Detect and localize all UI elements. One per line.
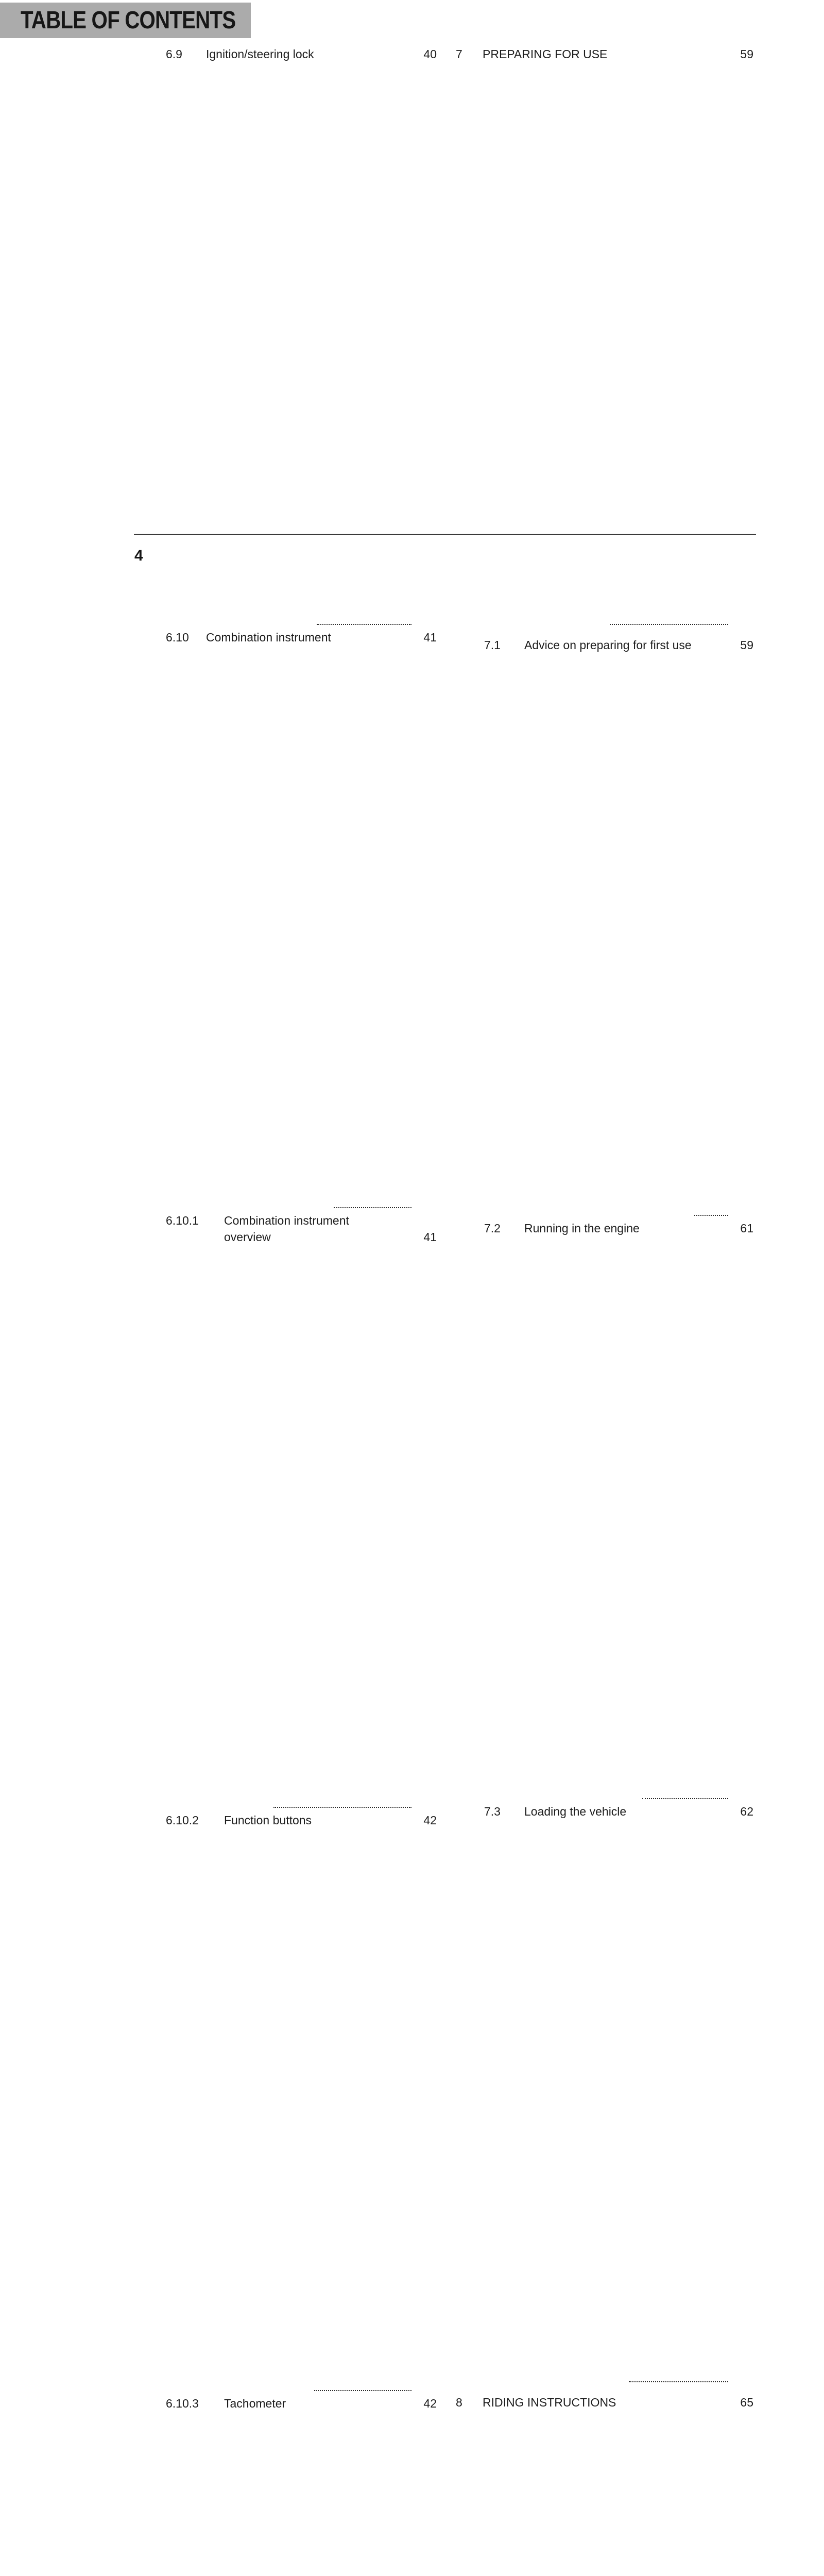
entry-title: Tachometer	[224, 2397, 286, 2411]
toc-left-column	[166, 46, 437, 2576]
toc-entry-line	[456, 2394, 753, 2576]
toc-entry-line	[456, 1220, 753, 1803]
entry-title: Ignition/steering lock	[206, 47, 314, 61]
entry-number: 6.10	[166, 631, 189, 644]
entry-number: 6.10.2	[166, 1814, 199, 1827]
dot-leader	[610, 46, 728, 625]
entry-page-number: 41	[416, 629, 437, 1212]
entry-page-number: 40	[416, 46, 437, 629]
toc-entry-line	[456, 1803, 753, 2386]
footer-divider	[134, 534, 756, 535]
entry-title: Function buttons	[224, 1814, 312, 1827]
entry-title: overview	[224, 1230, 271, 1244]
toc-entry-line	[166, 1229, 437, 1812]
entry-number: 7.1	[484, 638, 501, 652]
entry-title: Advice on preparing for first use	[524, 638, 692, 652]
dot-leader	[317, 46, 411, 625]
entry-page-number: 42	[416, 1812, 437, 2395]
dot-leader	[314, 1812, 411, 2391]
dot-leader	[273, 1229, 411, 1808]
toc-right-column	[456, 46, 753, 2576]
page-header-banner	[0, 3, 251, 38]
dot-leader	[619, 2394, 728, 2576]
page-title: TABLE OF CONTENTS	[21, 7, 236, 34]
entry-title: Loading the vehicle	[524, 1805, 627, 1818]
entry-title: Combination instrument	[206, 631, 331, 644]
dot-leader	[334, 629, 411, 1208]
entry-number: 7.3	[484, 1805, 501, 1818]
entry-page-number: 62	[733, 1803, 753, 2386]
entry-number	[166, 1229, 224, 1812]
entry-number: 7	[456, 47, 462, 61]
dot-leader	[642, 1220, 728, 1799]
dot-leader	[288, 2395, 411, 2576]
dot-leader	[694, 637, 728, 1216]
dot-leader	[629, 1803, 728, 2382]
entry-number: 6.10.3	[166, 2397, 199, 2411]
toc-entry-line	[166, 1212, 437, 1229]
entry-page-number: 41	[416, 1229, 437, 1812]
entry-page-number: 59	[733, 637, 753, 1220]
toc-entry-line	[166, 2395, 437, 2576]
toc-entry-line	[456, 46, 753, 629]
toc-entry-line	[166, 46, 437, 629]
entry-title: Running in the engine	[524, 1222, 640, 1235]
entry-page-number: 42	[416, 2395, 437, 2576]
entry-title: Combination instrument	[224, 1214, 349, 1227]
entry-number: 8	[456, 2396, 462, 2409]
toc-entry-line	[456, 637, 753, 1220]
entry-page-number: 61	[733, 1220, 753, 1803]
entry-number: 6.10.1	[166, 1214, 199, 1227]
toc-entry-line	[166, 629, 437, 1212]
entry-page-number: 65	[733, 2394, 753, 2576]
footer-page-number: 4	[134, 547, 143, 564]
entry-title: PREPARING FOR USE	[483, 47, 608, 61]
entry-number: 6.9	[166, 47, 182, 61]
entry-title: RIDING INSTRUCTIONS	[483, 2396, 616, 2409]
entry-page-number: 59	[733, 46, 753, 629]
entry-number: 7.2	[484, 1222, 501, 1235]
toc-entry-line	[166, 1812, 437, 2395]
